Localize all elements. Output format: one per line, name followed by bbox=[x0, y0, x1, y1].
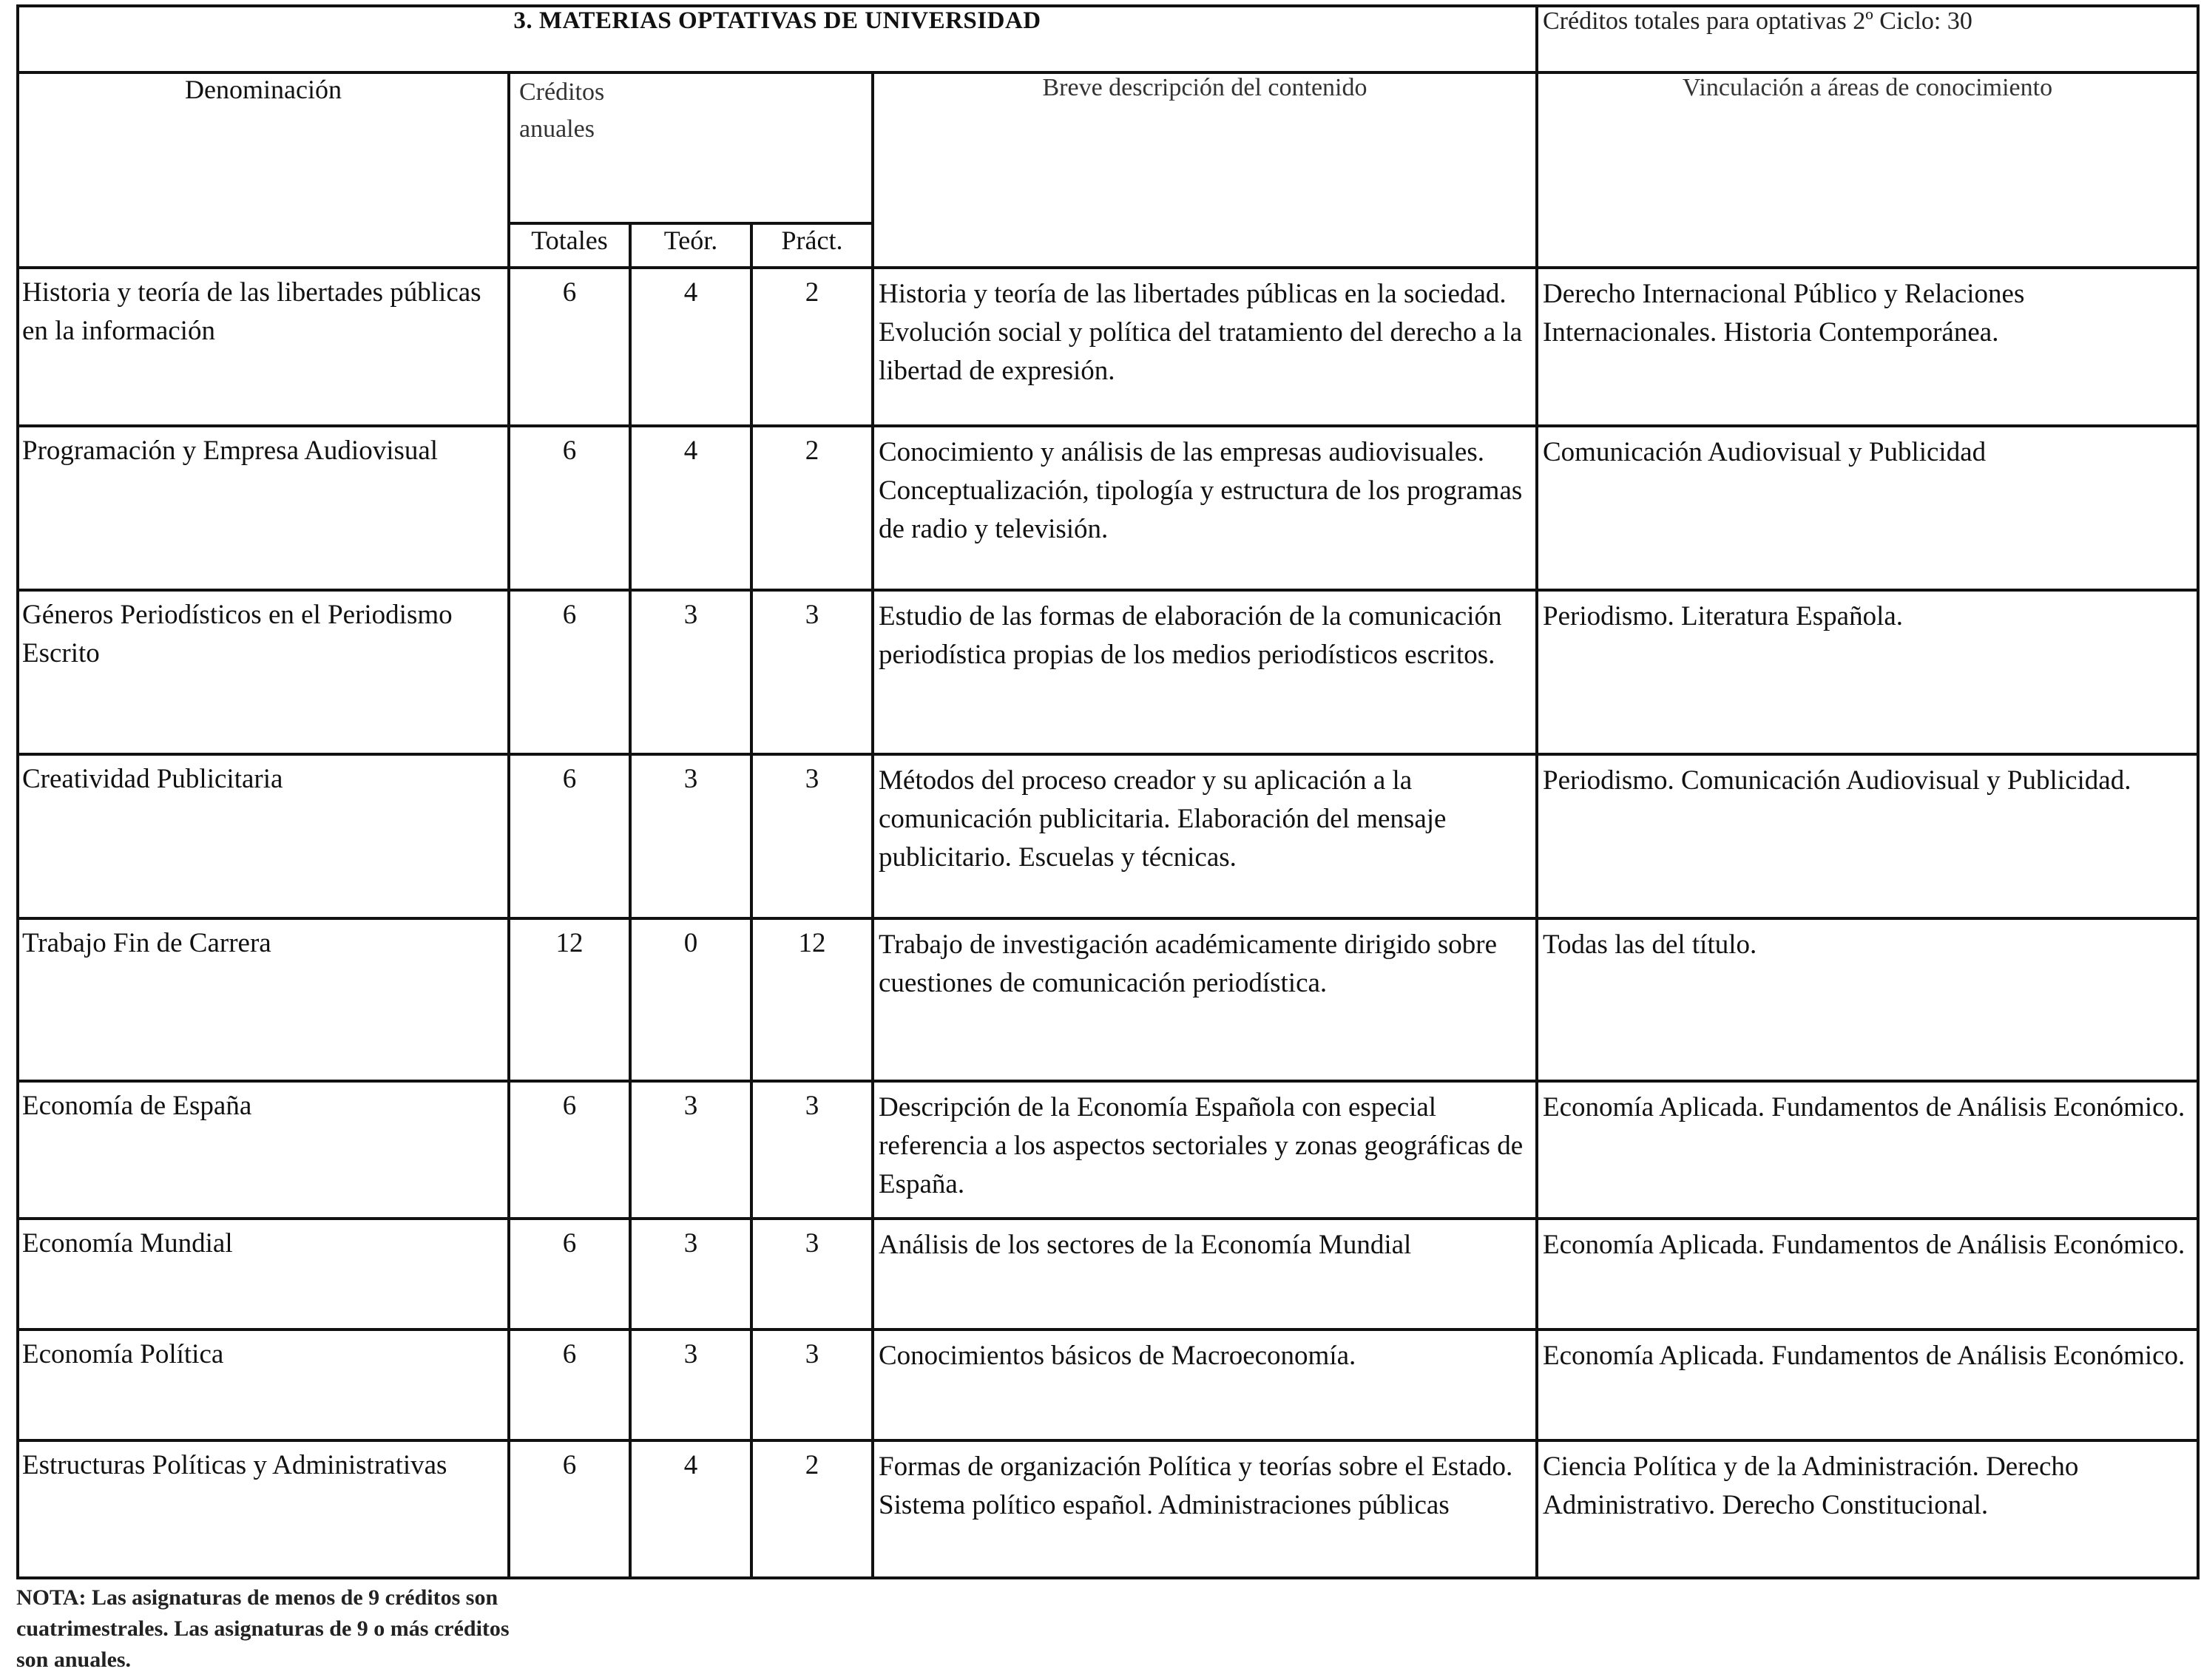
subject-name: Programación y Empresa Audiovisual bbox=[18, 426, 509, 590]
header-teor: Teór. bbox=[630, 223, 751, 268]
table-row bbox=[18, 426, 2198, 590]
table-row bbox=[18, 1081, 2198, 1219]
credits-pract: 2 bbox=[751, 426, 873, 590]
subject-description: Análisis de los sectores de la Economía Mundial bbox=[873, 1219, 1537, 1330]
credits-pract: 3 bbox=[751, 1330, 873, 1440]
header-descripcion: Breve descripción del contenido bbox=[873, 72, 1537, 268]
subject-description: Descripción de la Economía Española con especial referencia a los aspectos sectoriales y zonas geográficas de España. bbox=[873, 1081, 1537, 1219]
credits-totales: 12 bbox=[509, 918, 630, 1081]
knowledge-areas: Periodismo. Literatura Española. bbox=[1537, 590, 2198, 754]
subject-name: Economía de España bbox=[18, 1081, 509, 1219]
credits-pract: 2 bbox=[751, 268, 873, 426]
credits-totales: 6 bbox=[509, 1440, 630, 1578]
subject-name: Historia y teoría de las libertades públicas en la información bbox=[18, 268, 509, 426]
credits-teor: 4 bbox=[630, 268, 751, 426]
knowledge-areas: Comunicación Audiovisual y Publicidad bbox=[1537, 426, 2198, 590]
subject-description: Conocimiento y análisis de las empresas audiovisuales. Conceptualización, tipología y estructura de los programas de radio y televisión. bbox=[873, 426, 1537, 590]
table-row bbox=[18, 268, 2198, 426]
knowledge-areas: Todas las del título. bbox=[1537, 918, 2198, 1081]
header-creditos: Créditos anuales bbox=[509, 72, 873, 223]
credits-teor: 3 bbox=[630, 1081, 751, 1219]
subject-description: Trabajo de investigación académicamente dirigido sobre cuestiones de comunicación periodística. bbox=[873, 918, 1537, 1081]
credits-totales: 6 bbox=[509, 1330, 630, 1440]
table-row bbox=[18, 1330, 2198, 1440]
credits-totales: 6 bbox=[509, 268, 630, 426]
table-row bbox=[18, 1440, 2198, 1578]
knowledge-areas: Periodismo. Comunicación Audiovisual y Publicidad. bbox=[1537, 754, 2198, 918]
credits-pract: 3 bbox=[751, 1219, 873, 1330]
credits-totales: 6 bbox=[509, 426, 630, 590]
knowledge-areas: Economía Aplicada. Fundamentos de Análisis Económico. bbox=[1537, 1219, 2198, 1330]
knowledge-areas: Derecho Internacional Público y Relaciones Internacionales. Historia Contemporánea. bbox=[1537, 268, 2198, 426]
footnote: NOTA: Las asignaturas de menos de 9 créditos son cuatrimestrales. Las asignaturas de 9 o más créditos son anuales. bbox=[16, 1585, 510, 1672]
credits-pract: 3 bbox=[751, 754, 873, 918]
table-row bbox=[18, 590, 2198, 754]
credits-teor: 3 bbox=[630, 590, 751, 754]
credits-teor: 3 bbox=[630, 754, 751, 918]
subject-description: Formas de organización Política y teorías sobre el Estado. Sistema político español. Administraciones públicas bbox=[873, 1440, 1537, 1578]
subject-description: Estudio de las formas de elaboración de la comunicación periodística propias de los medios periodísticos escritos. bbox=[873, 590, 1537, 754]
table-row bbox=[18, 1219, 2198, 1330]
subject-description: Métodos del proceso creador y su aplicación a la comunicación publicitaria. Elaboración del mensaje publicitario. Escuelas y técnicas. bbox=[873, 754, 1537, 918]
credits-teor: 3 bbox=[630, 1219, 751, 1330]
credits-totales: 6 bbox=[509, 754, 630, 918]
credits-pract: 3 bbox=[751, 590, 873, 754]
table-title: 3. MATERIAS OPTATIVAS DE UNIVERSIDAD bbox=[18, 6, 1537, 72]
subject-name: Géneros Periodísticos en el Periodismo Escrito bbox=[18, 590, 509, 754]
credits-pract: 2 bbox=[751, 1440, 873, 1578]
knowledge-areas: Economía Aplicada. Fundamentos de Análisis Económico. bbox=[1537, 1330, 2198, 1440]
credits-teor: 4 bbox=[630, 1440, 751, 1578]
subject-name: Economía Política bbox=[18, 1330, 509, 1440]
credits-teor: 3 bbox=[630, 1330, 751, 1440]
subject-name: Estructuras Políticas y Administrativas bbox=[18, 1440, 509, 1578]
table-row bbox=[18, 918, 2198, 1081]
credits-teor: 0 bbox=[630, 918, 751, 1081]
credits-totales: 6 bbox=[509, 590, 630, 754]
header-denominacion: Denominación bbox=[18, 72, 509, 268]
total-credits: Créditos totales para optativas 2º Ciclo: 30 bbox=[1537, 6, 2198, 72]
subject-name: Creatividad Publicitaria bbox=[18, 754, 509, 918]
subject-description: Conocimientos básicos de Macroeconomía. bbox=[873, 1330, 1537, 1440]
knowledge-areas: Ciencia Política y de la Administración. Derecho Administrativo. Derecho Constitucional. bbox=[1537, 1440, 2198, 1578]
subject-name: Economía Mundial bbox=[18, 1219, 509, 1330]
credits-pract: 3 bbox=[751, 1081, 873, 1219]
optional-subjects-table bbox=[16, 4, 2200, 1579]
header-pract: Práct. bbox=[751, 223, 873, 268]
credits-totales: 6 bbox=[509, 1081, 630, 1219]
header-totales: Totales bbox=[509, 223, 630, 268]
subject-name: Trabajo Fin de Carrera bbox=[18, 918, 509, 1081]
table-row bbox=[18, 754, 2198, 918]
header-vinculacion: Vinculación a áreas de conocimiento bbox=[1537, 72, 2198, 268]
credits-totales: 6 bbox=[509, 1219, 630, 1330]
credits-pract: 12 bbox=[751, 918, 873, 1081]
credits-teor: 4 bbox=[630, 426, 751, 590]
knowledge-areas: Economía Aplicada. Fundamentos de Análisis Económico. bbox=[1537, 1081, 2198, 1219]
subject-description: Historia y teoría de las libertades públicas en la sociedad. Evolución social y política del tratamiento del derecho a la libertad de expresión. bbox=[873, 268, 1537, 426]
